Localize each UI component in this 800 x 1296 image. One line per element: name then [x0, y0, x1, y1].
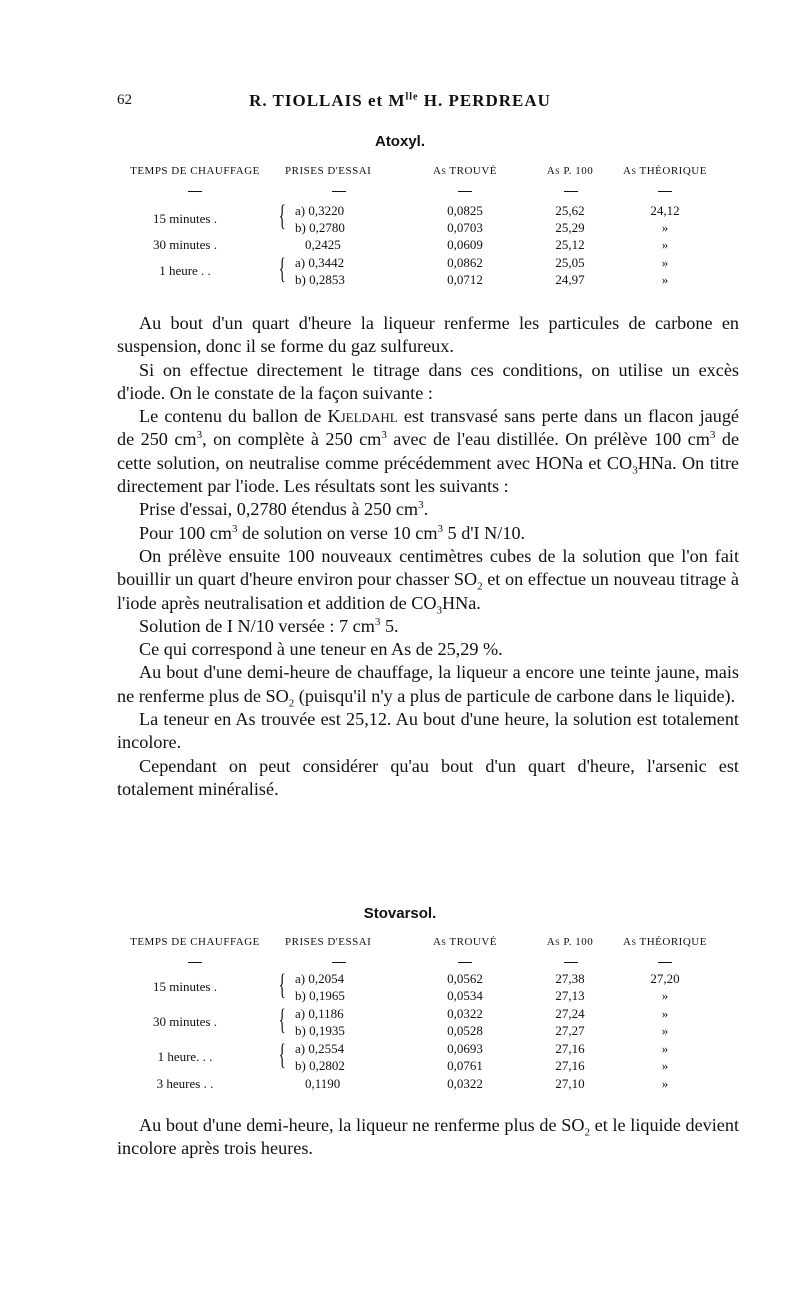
- table-row: [110, 1023, 710, 1041]
- paragraph: [117, 615, 739, 638]
- prise-cell: a) 0,1186: [295, 1006, 344, 1021]
- paragraph: Ce qui correspond à une teneur en As de 25,29 %.: [139, 639, 503, 660]
- theo-cell: »: [661, 988, 669, 1003]
- p100-cell: 27,10: [555, 1076, 585, 1091]
- as-cell: 0,0712: [447, 272, 483, 287]
- text-run: 5 d'I N/10.: [443, 522, 526, 543]
- text-run: de cette solution, on neutralise comme précédemment avec HONa et CO: [117, 429, 740, 473]
- as-cell: 0,0703: [447, 220, 483, 235]
- theo-cell: »: [661, 255, 669, 270]
- superscript: 3: [231, 522, 238, 535]
- p100-cell: 27,13: [555, 988, 585, 1003]
- p100-cell: 27,27: [555, 1023, 585, 1038]
- prise-cell: a) 0,3442: [295, 255, 345, 270]
- running-head: [0, 91, 800, 111]
- table1-col-prises: PRISES D'ESSAI: [285, 165, 372, 177]
- text-run: Pour 100 cm: [139, 522, 232, 543]
- temps-cell: 3 heures . .: [156, 1076, 214, 1091]
- as-cell: 0,0528: [447, 1023, 483, 1038]
- closing-text: [117, 1114, 739, 1161]
- subscript: 2: [288, 697, 295, 710]
- temps-cell: 30 minutes .: [153, 237, 217, 252]
- as-cell: 0,0562: [447, 971, 483, 986]
- prise-cell: a) 0,3220: [295, 203, 345, 218]
- p100-cell: 27,24: [555, 1006, 585, 1021]
- table2-dash-row: [110, 954, 710, 972]
- author-name: Kjeldahl: [327, 406, 398, 427]
- brace: {: [278, 199, 286, 232]
- superscript: 3: [709, 429, 716, 442]
- table2-col-prises: PRISES D'ESSAI: [285, 936, 372, 948]
- text-run: Au bout d'une demi-heure, la liqueur ne renferme plus de SO: [139, 1115, 585, 1135]
- table-row: [110, 1076, 710, 1094]
- prise-cell: b) 0,2780: [295, 220, 345, 235]
- brace: {: [278, 968, 286, 1001]
- table2-col-as: As TROUVÉ: [432, 936, 498, 948]
- p100-cell: 25,62: [555, 203, 585, 218]
- theo-cell: »: [661, 1006, 669, 1021]
- table2-header-row: [110, 936, 710, 954]
- text-run: 5.: [380, 615, 399, 636]
- dash: [458, 191, 472, 192]
- theo-cell: »: [661, 1058, 669, 1073]
- table1-col-as: As TROUVÉ: [432, 165, 498, 177]
- table-row: [110, 272, 710, 290]
- theo-cell: »: [661, 1023, 669, 1038]
- table2-title: Stovarsol.: [363, 905, 437, 922]
- prise-cell: b) 0,2802: [295, 1058, 345, 1073]
- text-run: HNa. On titre directement par l'iode. Les résultats sont les suivants :: [117, 452, 739, 497]
- superscript: 3: [437, 522, 443, 535]
- prise-cell: a) 0,2554: [295, 1041, 345, 1056]
- dash: [332, 962, 346, 963]
- as-cell: 0,0761: [447, 1058, 483, 1073]
- text-run: , on complète à 250 cm: [202, 429, 382, 450]
- table1-dash-row: [110, 183, 710, 201]
- as-cell: 0,0862: [447, 255, 483, 270]
- text-run: et on effectue un nouveau titrage à l'iode après neutralisation et addition de CO: [117, 569, 739, 613]
- dash: [564, 962, 578, 963]
- theo-cell: »: [661, 237, 669, 252]
- prise-cell: b) 0,2853: [295, 272, 345, 287]
- theo-cell: 24,12: [650, 203, 680, 218]
- superscript: 3: [374, 615, 381, 628]
- prise-cell: b) 0,1935: [295, 1023, 345, 1038]
- theo-cell: »: [661, 1076, 669, 1091]
- text-run: Prise d'essai, 0,2780 étendus à 250 cm: [139, 499, 419, 520]
- superscript: 3: [196, 429, 203, 442]
- temps-cell: 1 heure . .: [159, 263, 211, 278]
- table1-header-row: [110, 165, 710, 183]
- superscript: 3: [381, 429, 387, 442]
- paragraph: La teneur en As trouvée est 25,12. Au bout d'une heure, la solution est totalement incolore.: [117, 709, 739, 753]
- paragraph: [117, 522, 739, 545]
- text-run: Au bout d'une demi-heure de chauffage, la liqueur a encore une teinte jaune, mais ne renferme plus de SO: [117, 662, 739, 706]
- running-head-sup: lle: [405, 91, 419, 103]
- brace: {: [278, 1003, 286, 1036]
- as-cell: 0,0534: [447, 988, 483, 1003]
- table-row: [110, 1058, 710, 1076]
- text-run: Solution de I N/10 versée : 7 cm: [139, 615, 375, 636]
- paragraph: [117, 498, 739, 521]
- prise-cell: 0,1190: [305, 1076, 341, 1091]
- table-row: [110, 988, 710, 1006]
- theo-cell: »: [661, 1041, 669, 1056]
- as-cell: 0,0825: [447, 203, 483, 218]
- text-run: de solution on verse 10 cm: [237, 522, 438, 543]
- dash: [458, 962, 472, 963]
- superscript: 3: [418, 499, 424, 512]
- page-header: [0, 92, 800, 116]
- text-run: (puisqu'il n'y a plus de particule de carbone dans le liquide).: [294, 685, 736, 706]
- body-text: [117, 312, 739, 801]
- dash: [658, 191, 672, 192]
- running-head-authors-2: H. PERDREAU: [418, 91, 551, 110]
- table-row: [110, 220, 710, 238]
- paragraph: Si on effectue directement le titrage dans ces conditions, on utilise un excès d'iode. On le constate de la façon suivante :: [117, 359, 739, 403]
- subscript: 3: [436, 604, 442, 617]
- page-number: 62: [117, 92, 132, 108]
- text-run: Le contenu du ballon de: [139, 406, 328, 427]
- paragraph: [117, 661, 739, 708]
- table1-col-p100: As P. 100: [546, 165, 594, 177]
- as-cell: 0,0322: [447, 1006, 483, 1021]
- paragraph: [117, 1114, 739, 1161]
- p100-cell: 27,16: [555, 1041, 585, 1056]
- table2-col-theo: As THÉORIQUE: [623, 936, 707, 948]
- p100-cell: 25,05: [555, 255, 585, 270]
- subscript: 2: [477, 580, 483, 593]
- table2-col-temps: TEMPS DE CHAUFFAGE: [130, 936, 260, 948]
- dash: [658, 962, 672, 963]
- table1-col-temps: TEMPS DE CHAUFFAGE: [130, 165, 260, 177]
- text-run: est transvasé sans perte dans un flacon jaugé de 250 cm: [117, 406, 739, 450]
- dash: [188, 962, 202, 963]
- p100-cell: 25,12: [555, 237, 585, 252]
- table1-title: Atoxyl.: [374, 133, 425, 150]
- prise-cell: b) 0,1965: [295, 988, 345, 1003]
- theo-cell: 27,20: [650, 971, 680, 986]
- subscript: 3: [632, 464, 638, 477]
- paragraph: [117, 405, 739, 498]
- text-run: On prélève ensuite 100 nouveaux centimètres cubes de la solution que l'on fait bouillir un quart d'heure environ pour chasser SO: [117, 545, 739, 590]
- text-run: .: [423, 499, 429, 520]
- dash: [564, 191, 578, 192]
- temps-cell: 15 minutes .: [153, 979, 217, 994]
- paragraph: Au bout d'un quart d'heure la liqueur renferme les particules de carbone en suspension, donc il se forme du gaz sulfureux.: [117, 313, 739, 357]
- brace: {: [278, 252, 286, 285]
- theo-cell: »: [661, 220, 669, 235]
- theo-cell: »: [661, 272, 669, 287]
- dash: [188, 191, 202, 192]
- paragraph: [117, 545, 739, 615]
- p100-cell: 25,29: [555, 220, 585, 235]
- subscript: 2: [584, 1126, 590, 1139]
- temps-cell: 1 heure. . .: [157, 1049, 213, 1064]
- text-run: avec de l'eau distillée. On prélève 100 cm: [386, 429, 710, 450]
- table1-col-theo: As THÉORIQUE: [623, 165, 707, 177]
- prise-cell: 0,2425: [305, 237, 341, 252]
- paragraph: Cependant on peut considérer qu'au bout d'un quart d'heure, l'arsenic est totalement minéralisé.: [117, 755, 739, 799]
- as-cell: 0,0609: [447, 237, 483, 252]
- p100-cell: 24,97: [555, 272, 585, 287]
- brace: {: [278, 1038, 286, 1071]
- p100-cell: 27,38: [555, 971, 585, 986]
- temps-cell: 15 minutes .: [153, 211, 217, 226]
- text-run: et le liquide devient incolore après trois heures.: [117, 1115, 740, 1159]
- p100-cell: 27,16: [555, 1058, 585, 1073]
- running-head-authors: R. TIOLLAIS et M: [249, 91, 406, 110]
- text-run: HNa.: [441, 592, 481, 613]
- as-cell: 0,0322: [447, 1076, 483, 1091]
- table-row: [110, 237, 710, 255]
- dash: [332, 191, 346, 192]
- table2-col-p100: As P. 100: [546, 936, 594, 948]
- temps-cell: 30 minutes .: [153, 1014, 217, 1029]
- prise-cell: a) 0,2054: [295, 971, 345, 986]
- as-cell: 0,0693: [447, 1041, 483, 1056]
